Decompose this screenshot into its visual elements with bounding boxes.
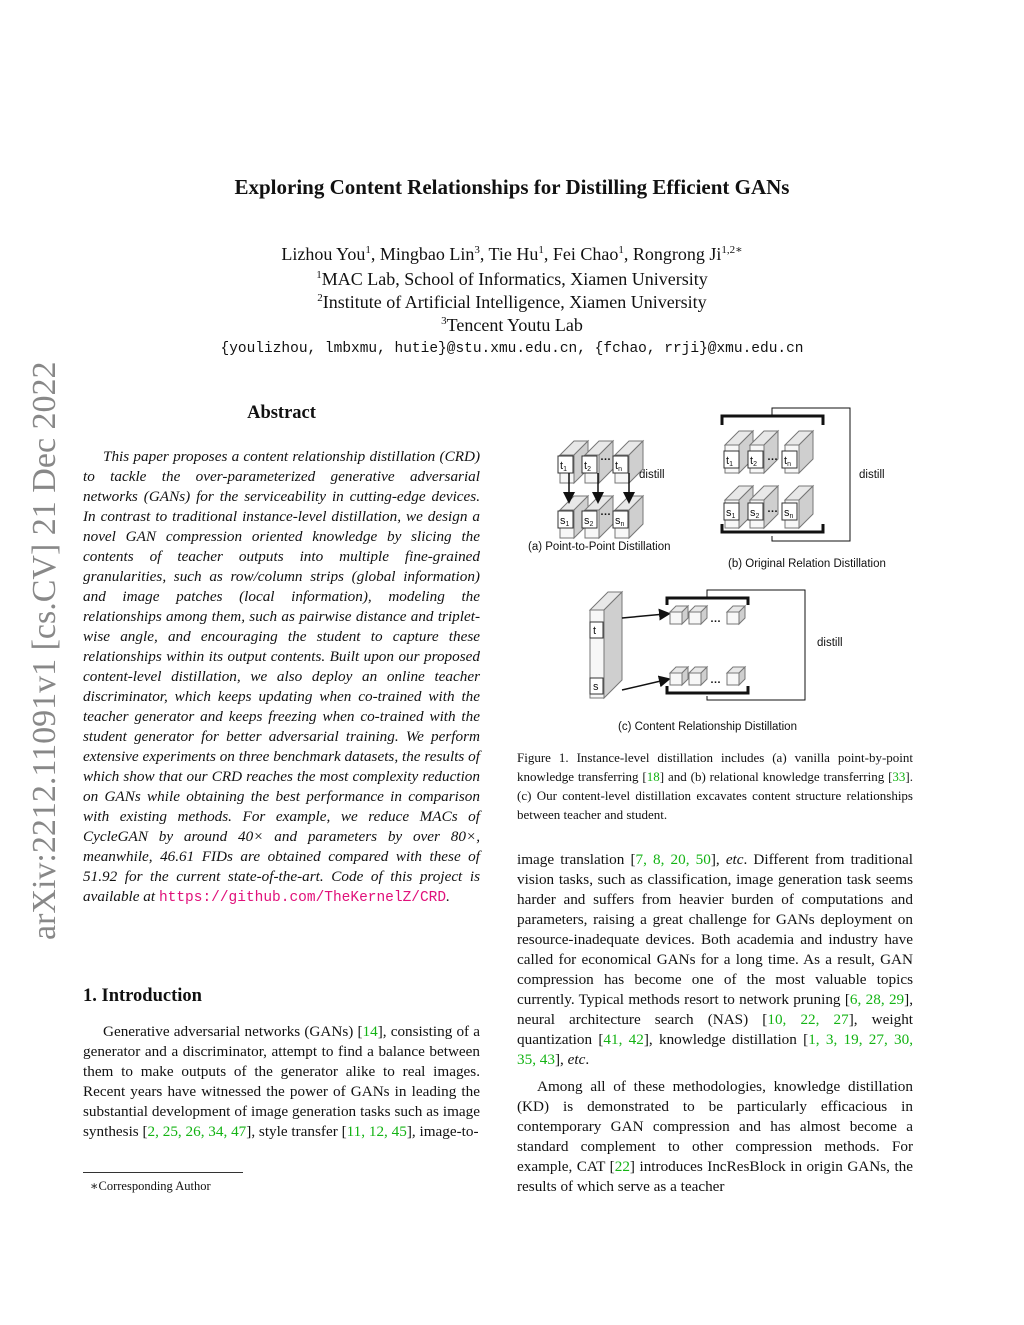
affiliation: $^3$Tencent Youtu Lab [441,315,583,335]
author-emails: {youlizhou, lmbxmu, hutie}@stu.xmu.edu.cn, {fchao, rrji}@xmu.edu.cn [220,341,804,357]
author-list: Lizhou You$^1$, Mingbao Lin$^3$, Tie Hu$^1$, Fei Chao$^1$, Rongrong $Ji^{1,2∗}$ [281,244,743,264]
citation[interactable]: 6, 28, 29 [849,991,905,1008]
citation[interactable]: 7, 8, 20, 50 [635,851,711,868]
svg-text:…: … [710,674,721,686]
section-heading: 1. Introduction [83,986,202,1006]
citation[interactable]: 33 [892,769,906,784]
author-name: Mingbao Lin [379,244,475,264]
arxiv-id: arXiv:2212.11091v1 [cs.CV] 21 Dec 2022 [26,361,63,940]
abstract-text: This paper proposes a content relationship distillation (CRD) to tackle the over-parameterized generative adversarial networks (GANs) for the serviceability in cutting-edge devices. In contrast to traditional instance-level distillation, we design a novel GAN compression oriented knowledge by slicing the contents of teacher outputs into multiple fine-grained granularities, such as row/column strips (global information) and image patches (local information), modeling the relationships among them, such as pairwise distance and triplet-wise angle, and encouraging the student to capture these relationships within its output contents. Built upon our proposed content-level distillation, we also deploy an online teacher discriminator, which keeps updating when co-trained with the teacher generator and keeps freezing when co-trained with the student generator for better adversarial training. We perform extensive experiments on three benchmark datasets, the results of which show that our CRD reaches the most complexity reduction on GANs while obtaining the best performance in comparison with existing methods. For example, we reduce MACs of CycleGAN by around 40× and parameters by over 80×, meanwhile, 46.61 FIDs are obtained compared with these of 51.92 for the current state-of-the-art. Code of this project is available at https://github.com/TheKernelZ/CRD. [83,448,480,906]
paragraph: image translation [7, 8, 20, 50], etc. Different from traditional vision tasks, such as classification, image generation task seems harder and suffers from heavier burden of computations and parameters, raising a great challenge for GANs deployment on resource-inadequate devices. Both academia and industry have called for economical GANs for a long time. As a result, GAN compression has become one of the most valuable topics currently. Typical methods resort to network pruning [6, 28, 29], neural architecture search (NAS) [10, 22, 27], weight quantization [41, 42], knowledge distillation [1, 3, 19, 27, 30, 35, 43], etc. [517,851,914,1068]
svg-text:sn: sn [784,507,794,520]
svg-text:…: … [767,503,778,515]
right-column-text [517,850,913,1197]
svg-text:distill: distill [639,469,665,481]
author-name: Rongrong Ji [632,244,722,264]
svg-text:distill: distill [817,637,843,649]
citation[interactable]: 11, 12, 45 [346,1123,407,1140]
svg-text:s: s [593,681,599,693]
figure-1 [505,400,905,735]
svg-text:t: t [593,625,597,637]
svg-text:…: … [767,451,778,463]
code-link[interactable]: https://github.com/TheKernelZ/CRD [158,890,447,906]
svg-text:s1: s1 [560,515,570,528]
subfigure-label-b: (b) Original Relation Distillation [728,558,886,570]
svg-text:t1: t1 [726,455,733,468]
diagram-original-relation [722,408,886,570]
abstract-heading: Abstract [247,403,316,423]
diagram-point-to-point [528,441,671,553]
author-name: Lizhou You [281,244,366,264]
subfigure-label-c: (c) Content Relationship Distillation [618,721,797,733]
paragraph: Among all of these methodologies, knowledge distillation (KD) is demonstrated to be particularly efficacious in contemporary GAN compression and has almost become a standard complement to other compression methods. For example, CAT [22] introduces IncResBlock in origin GANs, the results of which serve as a teacher [517,1078,913,1195]
svg-text:tn: tn [784,455,791,468]
svg-text:tn: tn [615,460,622,473]
citation[interactable]: 41, 42 [603,1031,644,1048]
svg-text:distill: distill [859,469,885,481]
paper-title: Exploring Content Relationships for Distilling Efficient GANs [234,175,790,199]
author-name: Fei Chao [552,244,619,264]
intro-paragraph: Generative adversarial networks (GANs) [14], consisting of a generator and a discriminator, attempt to find a balance between them to make outputs of the generator alike to real images. Recent years have witnessed the power of GANs in leading the substantial development of image generation tasks such as image synthesis [2, 25, 26, 34, 47], style transfer [11, 12, 45], image-to- [83,1023,481,1140]
svg-text:t1: t1 [560,460,567,473]
svg-text:t2: t2 [584,460,591,473]
affiliation: $^2$Institute of Artificial Intelligence, Xiamen University [317,292,707,312]
citation[interactable]: 10, 22, 27 [767,1011,849,1028]
figure-caption: Figure 1. Instance-level distillation includes (a) vanilla point-by-point knowledge transferring [18] and (b) relational knowledge transferring [33]. (c) Our content-level distillation excavates content structure relationships between teacher and student. [517,750,914,822]
svg-text:sn: sn [615,515,625,528]
svg-text:…: … [710,613,721,625]
svg-text:s1: s1 [726,507,736,520]
footnote-rule [83,1172,243,1173]
footnote: ∗Corresponding Author [90,1179,211,1193]
svg-text:…: … [600,506,611,518]
subfigure-label-a: (a) Point-to-Point Distillation [528,541,671,553]
author-name: Tie Hu [488,244,539,264]
citation[interactable]: 14 [362,1023,378,1040]
diagram-content-relationship [590,590,843,733]
svg-text:s2: s2 [584,515,594,528]
svg-text:…: … [600,451,611,463]
affiliation: $^1$MAC Lab, School of Informatics, Xiamen University [316,269,708,289]
citation[interactable]: 18 [646,769,660,784]
citation[interactable]: 1, 3, 19, 27, 30, 35, 43 [517,1031,913,1068]
svg-text:s2: s2 [750,507,760,520]
svg-text:t2: t2 [750,455,757,468]
citation[interactable]: 2, 25, 26, 34, 47 [147,1123,247,1140]
citation[interactable]: 22 [614,1158,630,1175]
arxiv-stamp [0,340,80,960]
